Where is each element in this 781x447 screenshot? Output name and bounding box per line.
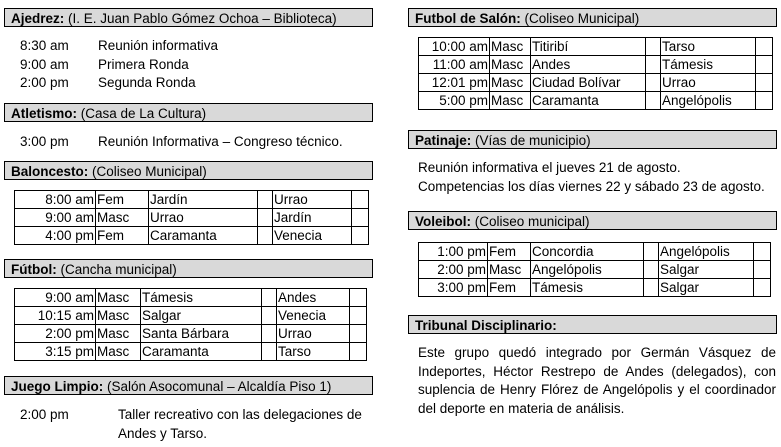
score-cell-2 (352, 209, 369, 227)
ajedrez-schedule (4, 37, 373, 93)
table-row (419, 279, 771, 297)
score-cell-2 (352, 191, 369, 209)
section-title: Baloncesto: (11, 164, 89, 179)
score-cell-1 (262, 343, 277, 361)
table-row (419, 243, 771, 261)
section-header-patinaje (408, 130, 777, 149)
score-cell-1 (258, 191, 273, 209)
match-category: Fem (96, 191, 149, 209)
section-header-ajedrez (4, 8, 373, 27)
atletismo-schedule (4, 133, 373, 152)
patinaje-text: Reunión informativa el jueves 21 de agosto. Competencias los días viernes 22 y sábado 23 de agosto. (418, 160, 765, 194)
match-team-2: Urrao (661, 74, 756, 92)
match-category: Masc (96, 289, 141, 307)
schedule-desc: Taller recreativo con las delegaciones de Andes y Tarso. (118, 407, 362, 441)
section-place: (Coliseo municipal) (471, 214, 590, 229)
match-category: Masc (490, 38, 531, 56)
table-row (419, 74, 773, 92)
match-team-1: Titiribí (531, 38, 646, 56)
voleibol-matches-table (418, 242, 771, 297)
match-time: 1:00 pm (419, 243, 488, 261)
score-cell-2 (754, 243, 771, 261)
match-team-2: Salgar (659, 261, 754, 279)
match-team-1: Salgar (141, 307, 262, 325)
match-category: Fem (488, 243, 531, 261)
futbol-matches-table (14, 288, 367, 361)
section-header-juego-limpio (4, 376, 373, 395)
schedule-desc: Segunda Ronda (98, 75, 196, 90)
match-time: 2:00 pm (15, 325, 96, 343)
table-row (15, 325, 367, 343)
match-team-1: Santa Bárbara (141, 325, 262, 343)
score-cell-2 (756, 38, 773, 56)
schedule-desc: Primera Ronda (98, 56, 189, 72)
score-cell-2 (756, 74, 773, 92)
table-row (15, 191, 369, 209)
match-team-2: Venecia (273, 227, 352, 245)
match-team-1: Caramanta (531, 92, 646, 110)
section-place: (Vías de municipio) (471, 133, 591, 148)
match-team-2: Venecia (277, 307, 350, 325)
score-cell-1 (262, 307, 277, 325)
match-team-1: Támesis (141, 289, 262, 307)
table-row (15, 307, 367, 325)
match-time: 10:15 am (15, 307, 96, 325)
match-team-2: Urrao (273, 191, 352, 209)
score-cell-1 (258, 227, 273, 245)
schedule-row (4, 133, 373, 152)
match-category: Masc (490, 56, 531, 74)
match-time: 11:00 am (419, 56, 490, 74)
match-team-2: Salgar (659, 279, 754, 297)
match-team-1: Caramanta (141, 343, 262, 361)
match-category: Fem (488, 279, 531, 297)
schedule-time: 9:00 am (20, 56, 69, 72)
section-title: Tribunal Disciplinario: (415, 318, 557, 333)
score-cell-2 (754, 261, 771, 279)
match-team-2: Jardín (273, 209, 352, 227)
section-title: Atletismo: (11, 106, 78, 121)
section-header-baloncesto (4, 161, 373, 180)
match-time: 8:00 am (15, 191, 96, 209)
table-row (15, 209, 369, 227)
match-time: 12:01 pm (419, 74, 490, 92)
section-title: Futbol de Salón: (415, 11, 521, 26)
section-title: Patinaje: (415, 133, 472, 148)
match-team-2: Tarso (661, 38, 756, 56)
match-team-2: Támesis (661, 56, 756, 74)
schedule-row (4, 37, 373, 56)
score-cell-2 (756, 92, 773, 110)
schedule-time: 3:00 pm (20, 134, 69, 149)
match-team-1: Andes (531, 56, 646, 74)
schedule-desc: Reunión informativa (98, 38, 219, 53)
match-team-2: Andes (277, 289, 350, 307)
section-title: Voleibol: (415, 214, 471, 229)
score-cell-2 (352, 227, 369, 245)
section-header-tribunal (408, 315, 777, 334)
match-category: Masc (96, 343, 141, 361)
score-cell-1 (644, 243, 659, 261)
match-category: Masc (96, 325, 141, 343)
section-place: (Casa de La Cultura) (77, 106, 207, 121)
match-category: Masc (490, 74, 531, 92)
section-place: (I. E. Juan Pablo Gómez Ochoa – Biblioteca) (64, 11, 337, 26)
match-team-1: Ciudad Bolívar (531, 74, 646, 92)
match-team-1: Angelópolis (531, 261, 644, 279)
match-time: 5:00 pm (419, 92, 490, 110)
score-cell-1 (646, 38, 661, 56)
score-cell-2 (350, 325, 367, 343)
schedule-time: 2:00 pm (20, 75, 69, 90)
match-time: 3:00 pm (419, 279, 488, 297)
match-team-1: Támesis (531, 279, 644, 297)
match-team-1: Jardín (149, 191, 258, 209)
schedule-time: 8:30 am (20, 38, 69, 53)
match-time: 9:00 am (15, 209, 96, 227)
score-cell-1 (262, 325, 277, 343)
section-header-futbol (4, 259, 373, 278)
baloncesto-matches-table (14, 190, 369, 245)
match-team-2: Urrao (277, 325, 350, 343)
score-cell-1 (646, 56, 661, 74)
match-team-2: Tarso (277, 343, 350, 361)
table-row (419, 38, 773, 56)
score-cell-2 (350, 289, 367, 307)
section-title: Juego Limpio: (11, 379, 104, 394)
match-time: 3:15 pm (15, 343, 96, 361)
match-time: 9:00 am (15, 289, 96, 307)
score-cell-1 (646, 74, 661, 92)
score-cell-1 (644, 279, 659, 297)
section-title: Ajedrez: (11, 11, 65, 26)
tribunal-text: Este grupo quedó integrado por Germán Vásquez de Indeportes, Héctor Restrepo de Andes (delegados), con suplencia de Henry Flórez de Angelópolis y el coordinador del deporte en materia de análisis. (418, 345, 776, 416)
score-cell-2 (756, 56, 773, 74)
section-header-futbol-salon (408, 8, 777, 27)
score-cell-1 (646, 92, 661, 110)
section-title: Fútbol: (11, 262, 57, 277)
score-cell-1 (262, 289, 277, 307)
section-place: (Cancha municipal) (56, 262, 177, 277)
score-cell-1 (644, 261, 659, 279)
section-header-atletismo (4, 103, 373, 122)
section-place: (Coliseo Municipal) (520, 11, 640, 26)
match-category: Masc (488, 261, 531, 279)
match-team-1: Concordia (531, 243, 644, 261)
score-cell-2 (350, 307, 367, 325)
schedule-row (4, 74, 373, 93)
match-team-2: Angelópolis (659, 243, 754, 261)
table-row (15, 227, 369, 245)
match-team-1: Urrao (149, 209, 258, 227)
match-team-1: Caramanta (149, 227, 258, 245)
schedule-desc: Reunión Informativa – Congreso técnico. (98, 134, 343, 149)
match-category: Masc (96, 307, 141, 325)
table-row (15, 343, 367, 361)
table-row (419, 92, 773, 110)
match-category: Masc (96, 209, 149, 227)
section-place: (Salón Asocomunal – Alcaldía Piso 1) (103, 379, 332, 394)
table-row (15, 289, 367, 307)
match-category: Fem (96, 227, 149, 245)
match-time: 10:00 am (419, 38, 490, 56)
match-time: 4:00 pm (15, 227, 96, 245)
section-place: (Coliseo Municipal) (88, 164, 207, 179)
section-header-voleibol (408, 211, 777, 230)
schedule-row (4, 56, 373, 75)
score-cell-1 (258, 209, 273, 227)
match-team-2: Angelópolis (661, 92, 756, 110)
match-category: Masc (490, 92, 531, 110)
score-cell-2 (350, 343, 367, 361)
futbol-salon-matches-table (418, 37, 773, 110)
table-row (419, 56, 773, 74)
schedule-time: 2:00 pm (20, 407, 69, 422)
score-cell-2 (754, 279, 771, 297)
table-row (419, 261, 771, 279)
match-time: 2:00 pm (419, 261, 488, 279)
